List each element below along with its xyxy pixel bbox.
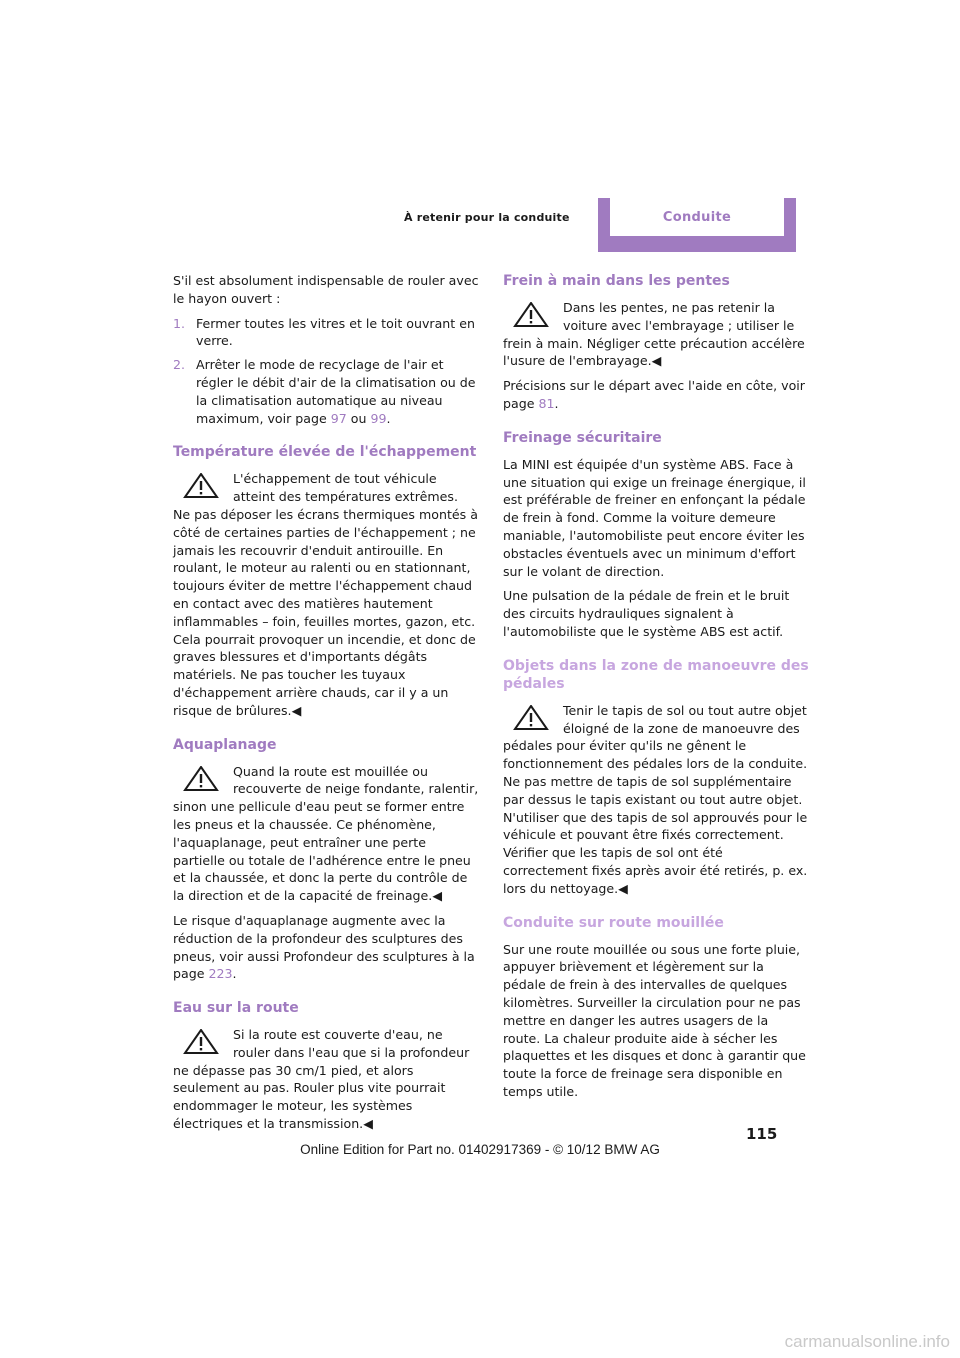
warning-text: Si la route est couverte d'eau, ne rouler dans l'eau que si la profondeur ne dépasse pas 30 cm/1 pied, et alors seulement au pas. Rouler plus vite pourrait endommager le moteur, les systèmes électriques et la transmission. [173,1027,470,1132]
right-column [503,272,809,1108]
paragraph-text: Le risque d'aquaplanage augmente avec la réduction de la profondeur des sculptures des pneus, voir aussi Profondeur des sculptures à la page [173,912,475,982]
end-mark: ◀ [618,880,628,896]
aquaplaning-paragraph [173,912,479,983]
page-link[interactable]: 97 [330,410,347,426]
page-link[interactable]: 81 [538,395,555,411]
warning-block [503,299,809,370]
list-item [173,315,479,351]
step-text: ou [346,410,371,426]
step-text: Arrêter le mode de recyclage de l'air et régler le débit d'air de la climatisation ou de la climatisation automatique au niveau maximum, voir page [196,357,476,426]
warning-text: Tenir le tapis de sol ou tout autre objet éloigné de la zone de manoeuvre des pédales pour éviter qu'ils ne gênent le fonctionnement des pédales lors de la conduite. Ne pas mettre de tapis de sol supplémentaire par dessus le tapis existant ou tout autre objet. N'utiliser que des tapis de sol approuvés pour le véhicule et pouvant être fixés correctement. Vérifier que les tapis de sol ont été correctement fixés après avoir été retirés, p. ex. lors du nettoyage. [503,702,808,896]
heading-wet-road: Conduite sur route mouillée [503,914,724,931]
warning-text: Quand la route est mouillée ou recouverte de neige fondante, ralentir, sinon une pellicule d'eau peut se former entre les pneus et la chaussée. Ce phénomène, l'aquaplanage, peut entraîner une perte partielle ou totale de l'adhérence entre le pneu et la chaussée, et donc la perte du contrôle de la direction et de la capacité de freinage. [173,763,479,904]
warning-block [173,1026,479,1133]
step-number: 2. [173,357,186,373]
footer-edition-note: Online Edition for Part no. 01402917369 - © 10/12 BMW AG [300,1142,660,1157]
heading-handbrake: Frein à main dans les pentes [503,273,730,289]
warning-triangle-icon [183,473,219,499]
page-link[interactable]: 99 [370,410,387,426]
heading-exhaust: Température élevée de l'échappement [173,444,477,461]
warning-block [173,763,479,905]
handbrake-paragraph [503,377,809,413]
warning-text: Dans les pentes, ne pas retenir la voiture avec l'embrayage ; utiliser le frein à main. Négliger cette précaution accélère l'usure de l'embrayage. [503,300,805,369]
paragraph-text: . [232,966,237,982]
braking-paragraph: La MINI est équipée d'un système ABS. Face à une situation qui exige un freinage énergique, il est préférable de freiner en enfonçant la pédale de frein à fond. Comme la voiture demeure maniable, l'automobiliste peut encore éviter les obstacles éventuels avec un minimum d'effort sur le volant de direction. [503,456,806,579]
braking-paragraph: Une pulsation de la pédale de frein et le bruit des circuits hydrauliques signalent à l'automobiliste que le système ABS est actif. [503,588,790,639]
end-mark: ◀ [363,1116,373,1132]
end-mark: ◀ [432,888,442,904]
page-link[interactable]: 223 [208,966,233,982]
list-item [173,356,479,427]
running-header: À retenir pour la conduite [404,211,570,224]
watermark: carmanualsonline.info [784,1332,950,1351]
warning-block [503,702,809,898]
paragraph-text: Précisions sur le départ avec l'aide en côte, voir page [503,378,805,411]
heading-water-on-road: Eau sur la route [173,1000,299,1017]
heading-safe-braking: Freinage sécuritaire [503,429,662,446]
warning-triangle-icon [513,302,549,328]
page-number: 115 [746,1125,778,1143]
end-mark: ◀ [651,353,662,369]
intro-paragraph: S'il est absolument indispensable de rouler avec le hayon ouvert : [173,273,479,306]
heading-aquaplaning: Aquaplanage [173,736,277,753]
step-text: . [386,410,391,426]
left-column [173,272,479,1140]
step-text: Fermer toutes les vitres et le toit ouvrant en verre. [196,315,475,349]
warning-triangle-icon [183,1029,219,1055]
heading-pedal-objects: Objets dans la zone de manoeuvre des pédales [503,657,809,692]
warning-text: L'échappement de tout véhicule atteint des températures extrêmes. Ne pas déposer les écrans thermiques montés à côté de certaines parties de l'échappement ; ne jamais les recouvrir d'enduit antirouille. En roulant, le moteur au ralenti ou en stationnant, toujours éviter de mettre l'échappement chaud en contact avec des matières hautement inflammables – foin, feuilles mortes, gazon, etc. Cela pourrait provoquer un incendie, et donc de graves blessures et d'importants dégâts matériels. Ne pas toucher les tuyaux d'échappement arrière chauds, car il y a un risque de brûlures. [173,471,478,718]
warning-block [173,470,479,719]
steps-list [173,315,479,428]
wet-road-paragraph: Sur une route mouillée ou sous une forte pluie, appuyer brièvement et légèrement sur la pédale de frein à des intervalles de quelques kilomètres. Surveiller la circulation pour ne pas mettre en danger les autres usagers de la route. La chaleur produite aide à sécher les plaquettes et les disques et donc à garantir que toute la force de freinage sera disponible en temps utile. [503,941,806,1099]
end-mark: ◀ [291,702,302,718]
warning-triangle-icon [513,705,549,731]
paragraph-text: . [554,395,559,411]
warning-triangle-icon [183,766,219,792]
chapter-tab-label: Conduite [610,198,784,236]
step-number: 1. [173,315,186,331]
chapter-tab [598,198,796,252]
